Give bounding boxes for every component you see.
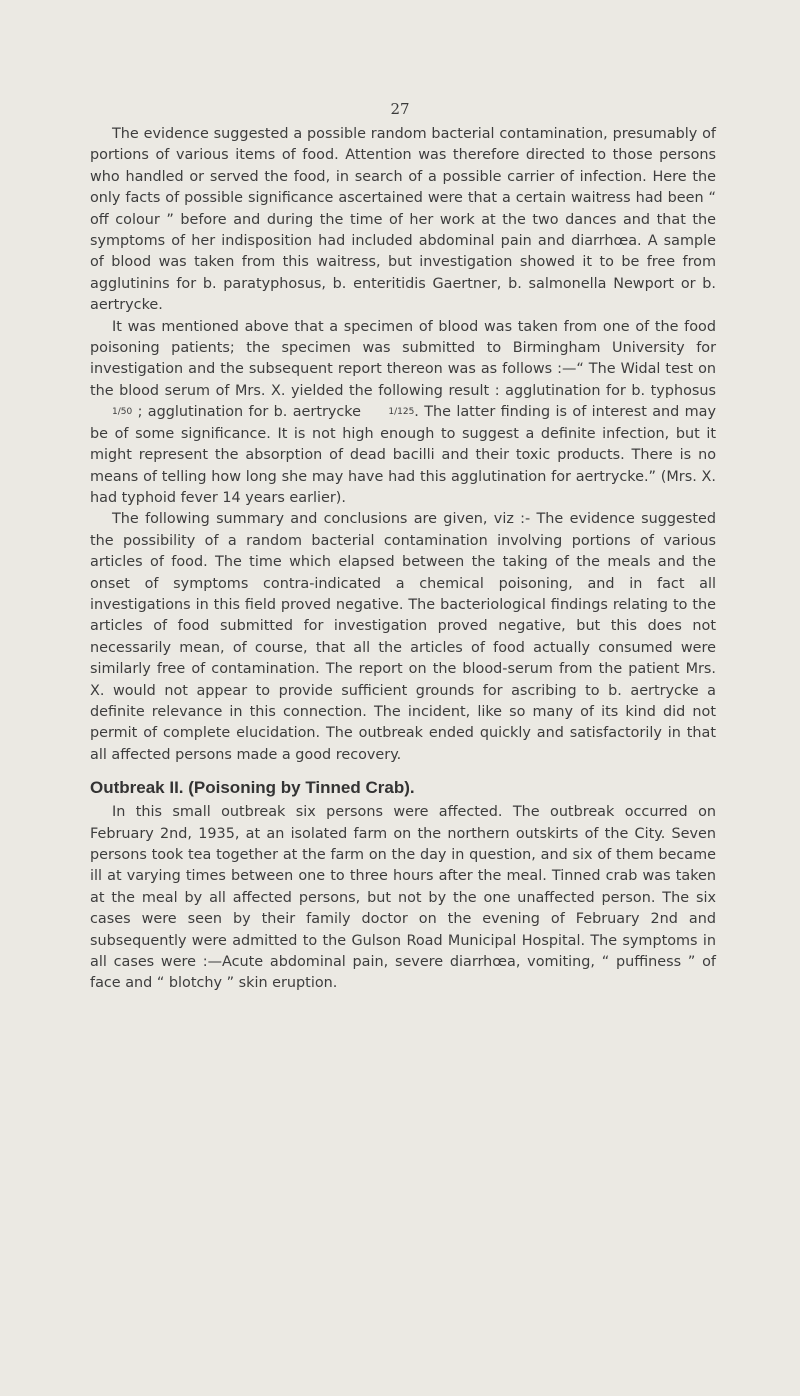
page-number: 27 bbox=[390, 100, 410, 118]
section-heading-outbreak-ii: Outbreak II. (Poisoning by Tinned Crab). bbox=[90, 778, 415, 798]
fraction-aertrycke: 1/125 bbox=[388, 407, 415, 418]
body-text bbox=[90, 124, 716, 995]
paragraph-blood-specimen-part1: It was mentioned above that a specimen of blood was taken from one of the food poisoning patients; the specimen was submitted to Birmingham University for investigation and the subsequent report thereon was as follows :—“ The Widal test on the blood serum of Mrs. X. yielded the following result : agglutination for b. typhosus bbox=[90, 318, 716, 399]
paragraph-evidence: The evidence suggested a possible random bacterial contamination, presumably of portions of various items of food. Attention was therefore directed to those persons who handled or served the food, in search of a possible carrier of infection. Here the only facts of possible significance ascertained were that a certain waitress had been “ off colour ” before and during the time of her work at the two dances and that the symptoms of her indisposition had included abdominal pain and diarrhœa. A sample of blood was taken from this waitress, but investigation showed it to be free from agglutinins for b. paratyphosus, b. enteritidis Gaertner, b. salmonella Newport or b. aertrycke. bbox=[90, 126, 716, 314]
paragraph-outbreak-ii: In this small outbreak six persons were affected. The outbreak occurred on February 2nd, 1935, at an isolated farm on the northern outskirts of the City. Seven persons took tea together at the farm on the day in question, and six of them became ill at varying times between one to three hours after the meal. Tinned crab was taken at the meal by all affected persons, but not by the one unaffected person. The six cases were seen by their family doctor on the evening of February 2nd and subsequently were admitted to the Gulson Road Municipal Hospital. The symptoms in all cases were :—Acute abdominal pain, severe diarrhœa, vomiting, “ puffiness ” of face and “ blotchy ” skin eruption. bbox=[90, 804, 716, 992]
paragraph-summary: The following summary and conclusions are given, viz :- The evidence suggested the possibility of a random bacterial contamination involving portions of various articles of food. The time which elapsed between the taking of the meals and the onset of symptoms contra-indicated a chemical poisoning, and in fact all investigations in this field proved negative. The bacteriological findings relating to the articles of food submitted for investigation proved negative, but this does not necessarily mean, of course, that all the articles of food actually consumed were similarly free of contamination. The report on the blood-serum from the patient Mrs. X. would not appear to provide sufficient grounds for ascribing to b. aertrycke a definite relevance in this connection. The incident, like so many of its kind did not permit of complete elucidation. The outbreak ended quickly and satisfactorily in that all affected persons made a good recovery. bbox=[90, 511, 716, 763]
paragraph-blood-specimen-part2: ; agglutination for b. aertrycke bbox=[132, 404, 367, 421]
fraction-typhosus: 1/50 bbox=[112, 407, 133, 418]
paragraph-blood-specimen-part3: . The latter finding is of interest and may be of some significance. It is not high enough to suggest a definite infection, but it might represent the absorption of dead bacilli and their toxic products. There is no means of telling how long she may have had this agglutination for aertrycke.” (Mrs. X. had typhoid fever 14 years earlier). bbox=[90, 404, 716, 506]
paragraph-blood-specimen bbox=[90, 317, 716, 510]
